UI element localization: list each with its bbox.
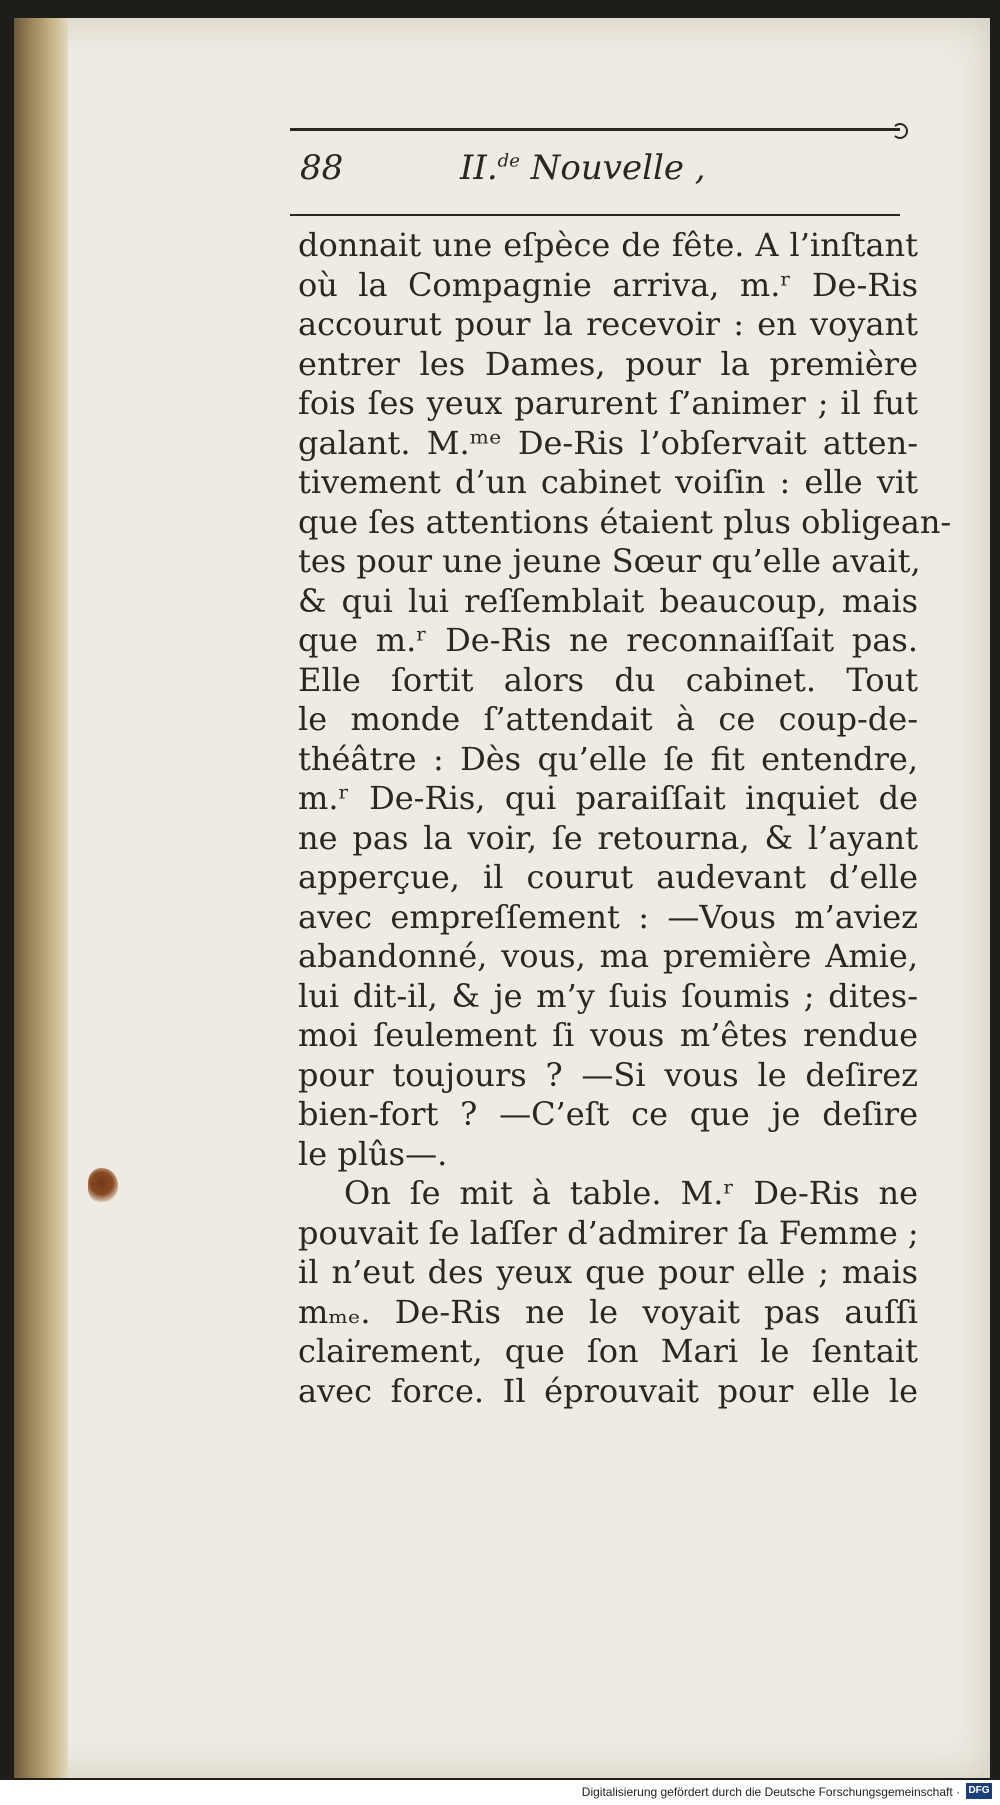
text-line: pour toujours ? —Si vous le deſirez [298,1055,918,1094]
text-line: bien-fort ? —C’eſt ce que je deſire [298,1095,918,1133]
page-number: 88 [300,148,344,188]
title-main: Nouvelle , [530,148,706,188]
text-line: tes pour une jeune Sœur qu’elle avait, [298,542,921,580]
running-header [290,148,900,198]
text-line: Elle ſortit alors du cabinet. Tout [298,660,918,699]
paragraph-start-line: On ſe mit à table. M.ʳ De-Ris ne [344,1174,918,1212]
text-line: il n’eut des yeux que pour elle ; mais [298,1253,918,1291]
text-line: entrer les Dames, pour la première [298,344,918,383]
text-line: que ſes attentions étaient plus obligean- [298,502,952,541]
text-line: accourut pour la recevoir : en voyant [298,305,918,343]
title-superscript: de [497,150,520,172]
text-line: ne pas la voir, ſe retourna, & l’ayant [298,818,918,857]
text-line: où la Compagnie arriva, m.ʳ De-Ris [298,265,918,304]
text-line: tivement d’un cabinet voiſin : elle vit [298,463,918,501]
funding-credit: Digitalisierung gefördert durch die Deutsche Forschungsgemeinschaft · [581,1785,960,1799]
page-body [298,226,952,1411]
text-line: abandonné, vous, ma première Amie, [298,937,918,975]
text-line: & qui lui reſſemblait beaucoup, mais [298,581,918,620]
text-line: pouvait ſe laſſer d’admirer ſa Femme ; [298,1213,919,1252]
digitization-footer [0,1780,1000,1805]
ink-stain [88,1168,118,1202]
text-line: mₘₑ. De-Ris ne le voyait pas auſſi [298,1292,918,1331]
text-line: lui dit-il, & je m’y ſuis ſoumis ; dites- [298,976,918,1015]
text-line: le monde ſ’attendait à ce coup-de- [298,700,918,738]
title-prefix: II. [460,148,498,188]
text-line: donnait une eſpèce de fête. A l’inſtant [298,226,918,264]
book-spine [14,18,68,1778]
text-line: m.ʳ De-Ris, qui paraiſſait inquiet de [298,779,918,817]
text-line: fois ſes yeux parurent ſ’animer ; il fut [298,384,918,422]
text-line: le plûs—. [298,1134,448,1173]
text-line: galant. M.ᵐᵉ De-Ris l’obſervait atten- [298,423,918,462]
header-rule-bottom [290,214,900,216]
header-rule-top [290,128,900,131]
text-line: avec force. Il éprouvait pour elle le [298,1371,918,1410]
text-line: théâtre : Dès qu’elle ſe fit entendre, [298,739,918,778]
text-line: clairement, que ſon Mari le ſentait [298,1332,918,1370]
running-title [460,148,706,188]
text-line: moi ſeulement ſi vous m’êtes rendue [298,1016,918,1054]
text-line: apperçue, il courut audevant d’elle [298,858,918,896]
text-line: avec empreſſement : —Vous m’aviez [298,897,918,936]
dfg-logo-icon: DFG [966,1783,992,1799]
text-line: que m.ʳ De-Ris ne reconnaiſſait pas. [298,621,918,659]
